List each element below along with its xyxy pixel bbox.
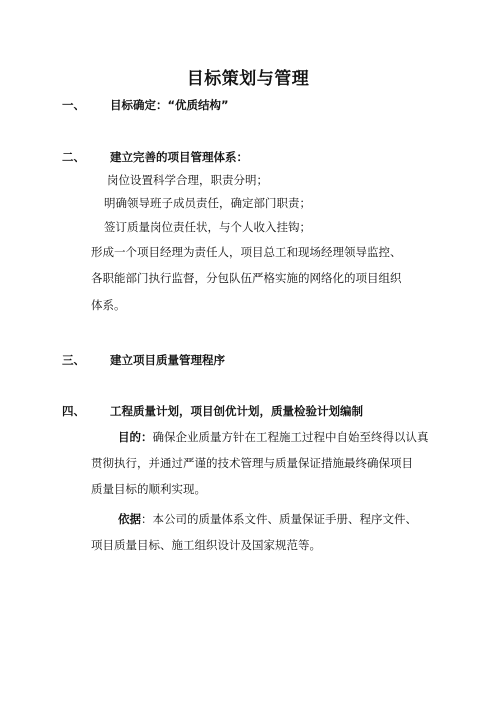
section-3-heading xyxy=(62,352,225,368)
purpose-line-1 xyxy=(118,429,429,445)
section-2-text: 建立完善的项目管理体系： xyxy=(110,150,248,164)
purpose-line-3: 质量目标的顺利实现。 xyxy=(91,482,206,496)
section-2-item-1: 岗位设置科学合理，职责分明； xyxy=(107,173,268,187)
section-3-text: 建立项目质量管理程序 xyxy=(110,353,225,367)
section-4-heading xyxy=(62,403,363,419)
section-4-text: 工程质量计划，项目创优计划，质量检验计划编制 xyxy=(110,404,363,418)
section-3-number: 三、 xyxy=(62,353,85,367)
section-2-paragraph-line-1: 形成一个项目经理为责任人，项目总工和现场经理领导监控、 xyxy=(91,245,402,259)
section-1-number: 一、 xyxy=(62,98,85,112)
basis-line-2: 项目质量目标、施工组织设计及国家规范等。 xyxy=(91,538,321,552)
section-1-heading xyxy=(62,97,229,113)
section-2-paragraph-line-3: 体系。 xyxy=(91,298,126,312)
section-2-heading xyxy=(62,149,248,165)
basis-text-1: ：本公司的质量体系文件、质量保证手册、程序文件、 xyxy=(141,512,417,526)
section-2-item-3: 签订质量岗位责任状，与个人收入挂钩； xyxy=(104,220,311,234)
page-title: 目标策划与管理 xyxy=(186,69,310,89)
section-2-item-2: 明确领导班子成员责任，确定部门职责； xyxy=(104,196,311,210)
purpose-text-1: 确保企业质量方针在工程施工过程中自始至终得以认真 xyxy=(152,430,429,444)
basis-label: 依据 xyxy=(118,512,141,526)
purpose-line-2: 贯彻执行，并通过严谨的技术管理与质量保证措施最终确保项目 xyxy=(91,456,413,470)
purpose-label: 目的： xyxy=(118,430,153,444)
basis-line-1 xyxy=(118,511,417,527)
section-4-number: 四、 xyxy=(62,404,85,418)
section-1-text: 目标确定：“优质结构” xyxy=(110,98,229,112)
section-2-paragraph-line-2: 各职能部门执行监督，分包队伍严格实施的网络化的项目组织 xyxy=(91,271,402,285)
section-2-number: 二、 xyxy=(62,150,85,164)
